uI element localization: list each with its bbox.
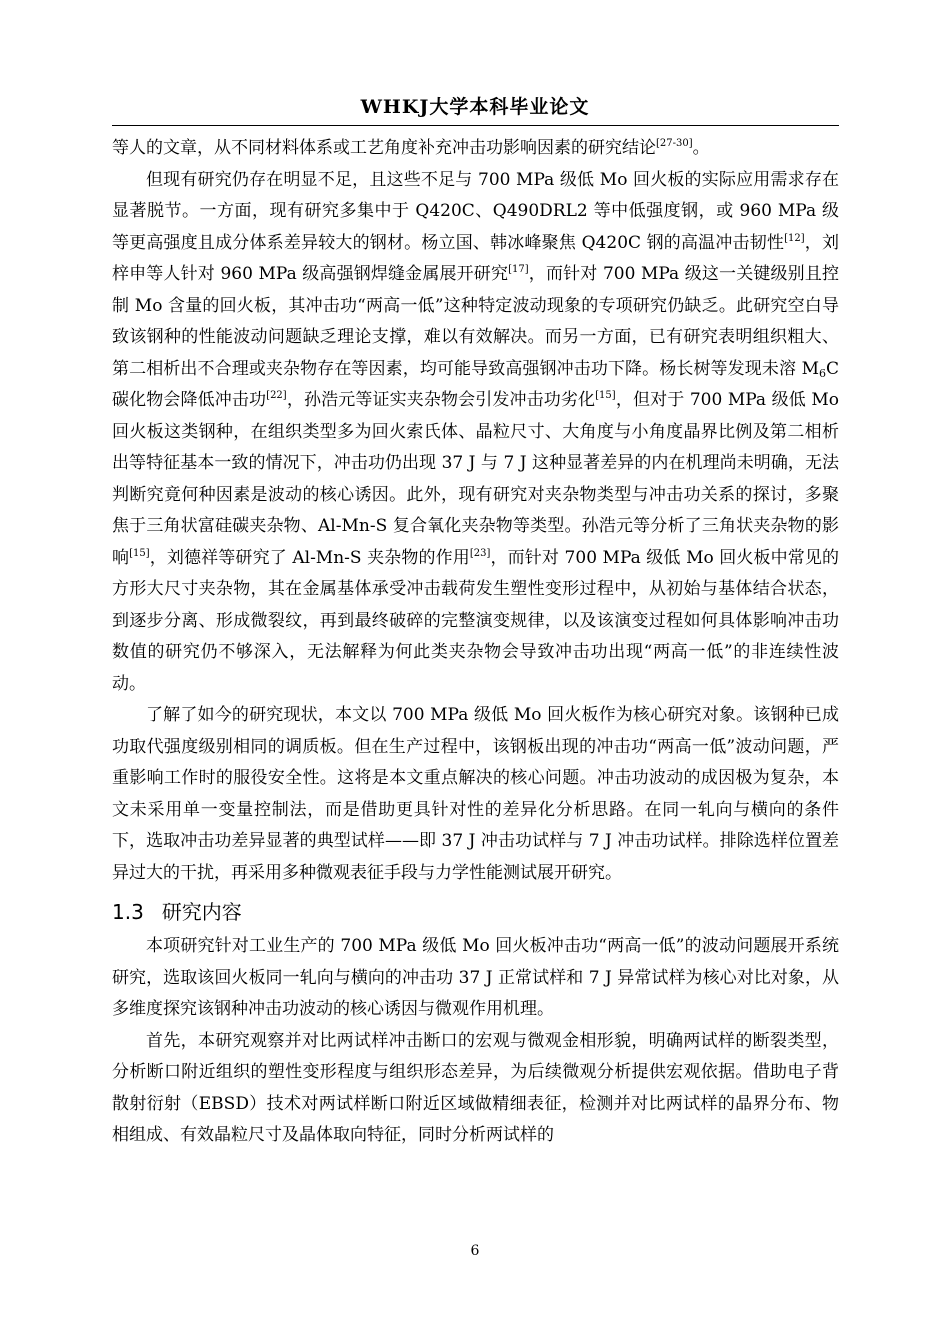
citation: [12] <box>784 232 805 244</box>
citation: [15] <box>595 390 616 401</box>
text-run: ，但对于 700 MPa 级低 Mo 回火板这类钢种，在组织类型多为回火索氏体、晶粒尺寸、大角度与小角度晶界比例及第二相析出等特征基本一致的情况下，冲击功仍出现 37 J 与 7 J 这种显著差异的内在机理尚未明确，无法判断究竟何种因素是波动的核心诱因。此外，现有研究对夹杂物类型与冲击功关系的探讨，多聚焦于三角状富硅碳夹杂物、Al-Mn-S 复合氧化夹杂物等类型。孙浩元等分析了三角状夹杂物的影响 <box>112 390 840 568</box>
body-content <box>112 133 839 1152</box>
paragraph-research-approach: 了解了如今的研究现状，本文以 700 MPa 级低 Mo 回火板作为核心研究对象。该钢种已成功取代强度级别相同的调质板。但在生产过程中，该钢板出现的冲击功“两高一低”波动问题，严重影响工作时的服役安全性。这将是本文重点解决的核心问题。冲击功波动的成因极为复杂，本文未采用单一变量控制法，而是借助更具针对性的差异化分析思路。在同一轧向与横向的条件下，选取冲击功差异显著的典型试样——即 37 J 冲击功试样与 7 J 冲击功试样。排除选样位置差异过大的干扰，再采用多种微观表征手段与力学性能测试展开研究。 <box>112 705 839 883</box>
text-run: ，而针对 700 MPa 级低 Mo 回火板中常见的方形大尺寸夹杂物，其在金属基体承受冲击载荷发生塑性变形过程中，从初始与基体结合状态，到逐步分离、形成微裂纹，再到最终破碎的完整演变规律，以及该演变过程如何具体影响冲击功数值的研究仍不够深入，无法解释为何此类夹杂物会导致冲击功出现“两高一低”的非连续性波动。 <box>112 547 840 694</box>
citation: [17] <box>508 264 529 275</box>
subscript: 6 <box>818 366 826 380</box>
section-heading <box>112 895 839 929</box>
text-run: C 碳化物会降低冲击功 <box>112 358 839 410</box>
running-header: WHKJ大学本科毕业论文 <box>360 96 590 118</box>
citation: [15] <box>129 547 150 559</box>
text-run: ，而针对 700 MPa 级这一关键级别且控制 Mo 含量的回火板，其冲击功“两高一低”这种特定波动现象的专项研究仍缺乏。此研究空白导致该钢种的性能波动问题缺乏理论支撑，难以有效解决。而另一方面，已有研究表明组织粗大、第二相析出不合理或夹杂物存在等因素，均可能导致高强钢冲击功下降。杨长树等发现未溶 M <box>112 264 839 379</box>
section-number: 1.3 <box>112 900 144 924</box>
text-run: ，刘梓申等人针对 960 MPa 级高强钢焊缝金属展开研究 <box>112 232 839 284</box>
paragraph-research-gaps <box>112 165 839 701</box>
section-title: 研究内容 <box>161 900 242 924</box>
header-rule <box>112 125 839 126</box>
paragraph-methods: 首先，本研究观察并对比两试样冲击断口的宏观与微观金相形貌，明确两试样的断裂类型，分析断口附近组织的塑性变形程度与组织形态差异，为后续微观分析提供宏观依据。借助电子背散射衍射（EBSD）技术对两试样断口附近区域做精细表征，检测并对比两试样的晶界分布、物相组成、有效晶粒尺寸及晶体取向特征，同时分析两试样的 <box>112 1030 839 1145</box>
text-run: ，刘德祥等研究了 Al-Mn-S 夹杂物的作用 <box>149 547 470 568</box>
text-run: 。 <box>692 138 710 158</box>
text-run: ，孙浩元等证实夹杂物会引发冲击功劣化 <box>286 390 596 410</box>
text-run: 但现有研究仍存在明显不足，且这些不足与 700 MPa 级低 Mo 回火板的实际应用需求存在显著脱节。一方面，现有研究多集中于 Q420C、Q490DRL2 等中低强度钢，或 960 MPa 级等更高强度且成分体系差异较大的钢材。杨立国、韩冰峰聚焦 Q420C 钢的高温冲击韧性 <box>112 169 839 253</box>
citation: [23] <box>469 547 491 559</box>
text-run: 等人的文章，从不同材料体系或工艺角度补充冲击功影响因素的研究结论 <box>112 138 656 158</box>
citation: [27-30] <box>656 138 693 149</box>
paragraph-research-content: 本项研究针对工业生产的 700 MPa 级低 Mo 回火板冲击功“两高一低”的波动问题展开系统研究，选取该回火板同一轧向与横向的冲击功 37 J 正常试样和 7 J 异常试样为核心对比对象，从多维度探究该钢种冲击功波动的核心诱因与微观作用机理。 <box>112 936 839 1019</box>
citation: [22] <box>266 390 287 401</box>
page-number: 6 <box>470 1243 480 1259</box>
paragraph-continuation <box>112 133 839 165</box>
